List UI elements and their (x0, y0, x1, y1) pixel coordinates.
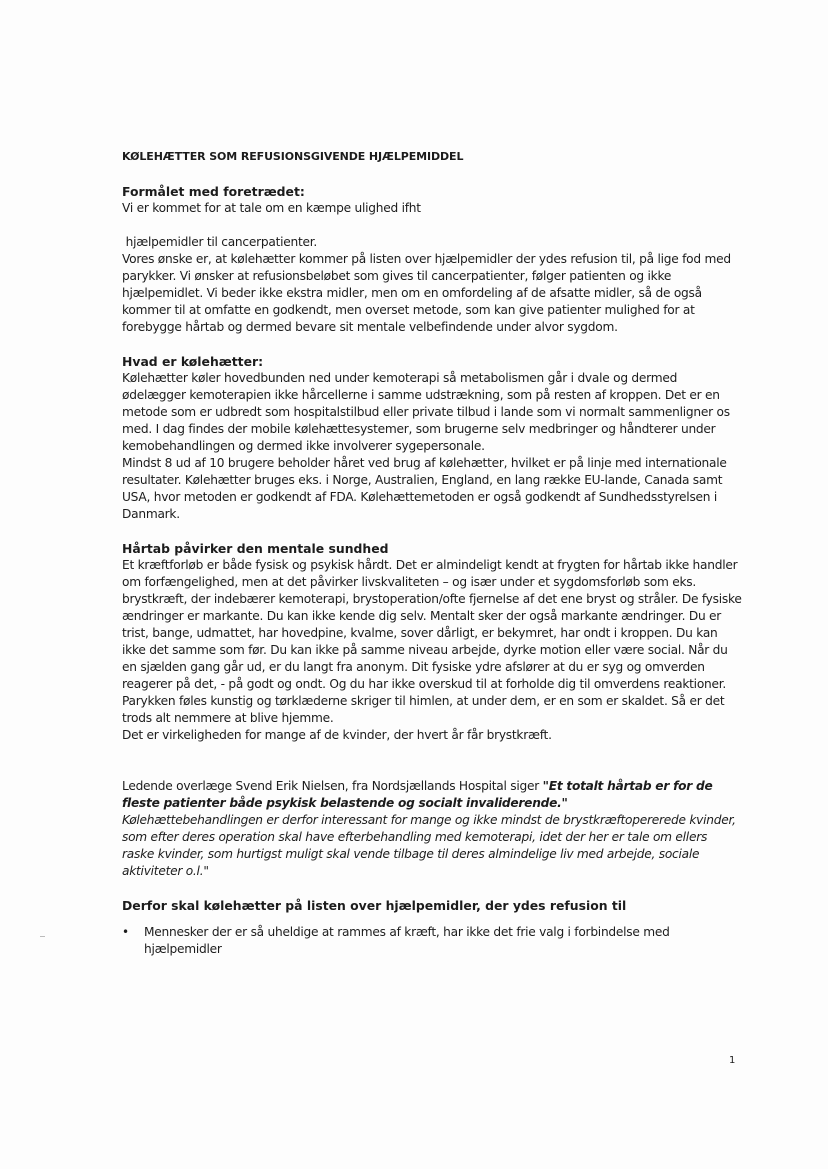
blank-line (122, 217, 742, 234)
paragraph: Det er virkeligheden for mange af de kvinder, der hvert år får brystkræft. (122, 728, 552, 742)
paragraph: Kølehætter køler hovedbunden ned under kemoterapi så metabolismen går i dvale og dermed ødelægger kemoterapien ikke hårcellerne i samme udstrækning, som på resten af kroppen. Det er en metode som er udbredt som hospitalstilbud eller private tilbud i lande som vi normalt sammenligner os med. I dag findes der mobile kølehættesystemer, som brugerne selv medbringer og håndterer under kemobehandlingen og dermed ikke involverer sygepersonale. (122, 371, 730, 453)
section-heading: Hvad er kølehætter: (122, 354, 264, 369)
section-haartab (122, 540, 742, 744)
section-heading: Formålet med foretrædet: (122, 184, 305, 199)
list-item (122, 924, 742, 958)
page-number: 1 (729, 1055, 736, 1066)
document-title: KØLEHÆTTER SOM REFUSIONSGIVENDE HJÆLPEMIDDEL (122, 150, 464, 163)
section-derfor (122, 897, 742, 958)
section-heading: Derfor skal kølehætter på listen over hjælpemidler, der ydes refusion til (122, 898, 627, 913)
bullet-icon: • (122, 925, 129, 939)
quote-block (122, 778, 742, 880)
list-item-text: Mennesker der er så uheldige at rammes af kræft, har ikke det frie valg i forbindelse med hjælpemidler (144, 925, 670, 956)
quote-paragraph (122, 778, 742, 812)
section-heading: Hårtab påvirker den mentale sundhed (122, 541, 389, 556)
paragraph: Vi er kommet for at tale om en kæmpe ulighed ifht (122, 201, 421, 215)
bullet-list (122, 924, 742, 958)
document-content (122, 150, 742, 975)
quote-intro: Ledende overlæge Svend Erik Nielsen, fra Nordsjællands Hospital siger (122, 779, 543, 793)
paragraph: Mindst 8 ud af 10 brugere beholder håret ved brug af kølehætter, hvilket er på linje med internationale resultater. Kølehætter bruges eks. i Norge, Australien, England, en lang række EU-lande, Canada samt USA, hvor metoden er godkendt af FDA. Kølehættemetoden er også godkendt af Sundhedsstyrelsen i Danmark. (122, 456, 727, 521)
blank-line (122, 914, 742, 924)
scan-artifact (40, 936, 45, 937)
paragraph: hjælpemidler til cancerpatienter. (122, 235, 317, 249)
section-formaal (122, 183, 742, 336)
quote-bold: "Et totalt hårtab er for de fleste patienter både psykisk belastende og socialt invaliderende." (122, 779, 713, 810)
section-hvad (122, 353, 742, 523)
quote-italic-paragraph: Kølehættebehandlingen er derfor interessant for mange og ikke mindst de brystkræftopererede kvinder, som efter deres operation skal have efterbehandling med kemoterapi, idet der her er tale om ellers raske kvinder, som hurtigst muligt skal vende tilbage til deres almindelige liv med arbejde, sociale aktiviteter o.l." (122, 813, 736, 878)
paragraph: Vores ønske er, at kølehætter kommer på listen over hjælpemidler der ydes refusion til, på lige fod med parykker. Vi ønsker at refusionsbeløbet som gives til cancerpatienter, følger patienten og ikke hjælpemidlet. Vi beder ikke ekstra midler, men om en omfordeling af de afsatte midler, så de også kommer til at omfatte en godkendt, men overset metode, som kan give patienter mulighed for at forebygge hårtab og dermed bevare sit mentale velbefindende under alvor sygdom. (122, 252, 731, 334)
paragraph: Et kræftforløb er både fysisk og psykisk hårdt. Det er almindeligt kendt at frygten for hårtab ikke handler om forfængelighed, men at det påvirker livskvaliteten – og især under et sygdomsforløb som eks. brystkræft, der indebærer kemoterapi, brystoperation/ofte fjernelse af det ene bryst og stråler. De fysiske ændringer er markante. Du kan ikke kende dig selv. Mentalt sker der også markante ændringer. Du er trist, bange, udmattet, har hovedpine, kvalme, sover dårligt, er bekymret, har ondt i kroppen. Du kan ikke det samme som før. Du kan ikke på samme niveau arbejde, dyrke motion eller være social. Når du en sjælden gang går ud, er du langt fra anonym. Dit fysiske ydre afslører at du er syg og omverden reagerer på det, - på godt og ondt. Og du har ikke overskud til at forholde dig til omverdens reaktioner. Parykken føles kunstig og tørklæderne skriger til himlen, at under dem, er en som er skaldet. Så er det trods alt nemmere at blive hjemme. (122, 558, 742, 725)
